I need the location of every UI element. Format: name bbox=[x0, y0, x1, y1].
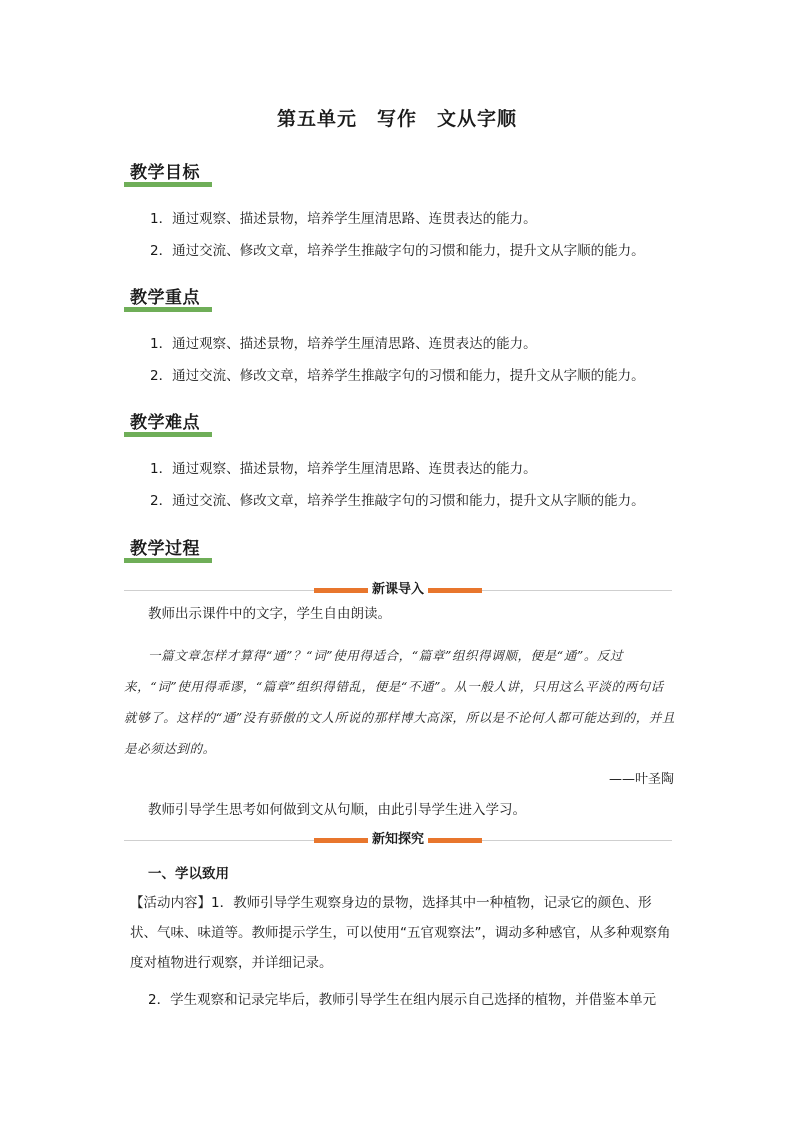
section-heading-text: 教学过程 bbox=[130, 539, 200, 559]
section-heading-objectives bbox=[124, 161, 212, 185]
section-heading-text: 教学目标 bbox=[130, 163, 200, 183]
section-heading-process bbox=[124, 537, 212, 561]
divider-accent bbox=[424, 588, 482, 593]
list-item: 2．通过交流、修改文章，培养学生推敲字句的习惯和能力，提升文从字顺的能力。 bbox=[150, 493, 645, 509]
step-paragraph: 2．学生观察和记录完毕后，教师引导学生在组内展示自己选择的植物，并借鉴本单元 bbox=[148, 992, 657, 1008]
section-heading-text: 教学重点 bbox=[130, 288, 200, 308]
list-item: 2．通过交流、修改文章，培养学生推敲字句的习惯和能力，提升文从字顺的能力。 bbox=[150, 243, 645, 259]
list-item: 1．通过观察、描述景物，培养学生厘清思路、连贯表达的能力。 bbox=[150, 336, 537, 352]
quote-attribution: ——叶圣陶 bbox=[608, 772, 674, 787]
activity-paragraph: 【活动内容】1．教师引导学生观察身边的景物，选择其中一种植物，记录它的颜色、形状、气味、味道等。教师提示学生，可以使用“五官观察法”，调动多种感官，从多种观察角度对植物进行观察，并详细记录。 bbox=[130, 895, 671, 971]
list-item: 2．通过交流、修改文章，培养学生推敲字句的习惯和能力，提升文从字顺的能力。 bbox=[150, 368, 645, 384]
section-heading-difficulties bbox=[124, 411, 212, 435]
outro-paragraph: 教师引导学生思考如何做到文从句顺，由此引导学生进入学习。 bbox=[148, 802, 526, 818]
page-title: 第五单元 写作 文从字顺 bbox=[276, 108, 517, 130]
divider-label: 新知探究 bbox=[368, 831, 428, 849]
section-heading-key-points bbox=[124, 286, 212, 310]
subsection-heading: 一、学以致用 bbox=[148, 866, 229, 882]
section-divider-explore bbox=[124, 831, 672, 851]
quote-block: 一篇文章怎样才算得“通”？“词”使用得适合，“篇章”组织得调顺，便是“通”。反过来，“词”使用得乖谬，“篇章”组织得错乱，便是“不通”。从一般人讲，只用这么平淡的两句话就够了。这样的“通”没有骄傲的文人所说的那样博大高深，所以是不论何人都可能达到的，并且是必须达到的。 bbox=[124, 648, 676, 756]
section-divider-intro bbox=[124, 581, 672, 601]
divider-accent bbox=[424, 838, 482, 843]
divider-accent bbox=[314, 588, 372, 593]
section-heading-text: 教学难点 bbox=[130, 413, 200, 433]
divider-accent bbox=[314, 838, 372, 843]
list-item: 1．通过观察、描述景物，培养学生厘清思路、连贯表达的能力。 bbox=[150, 211, 537, 227]
divider-label: 新课导入 bbox=[368, 581, 428, 599]
list-item: 1．通过观察、描述景物，培养学生厘清思路、连贯表达的能力。 bbox=[150, 461, 537, 477]
intro-paragraph: 教师出示课件中的文字，学生自由朗读。 bbox=[148, 606, 391, 622]
